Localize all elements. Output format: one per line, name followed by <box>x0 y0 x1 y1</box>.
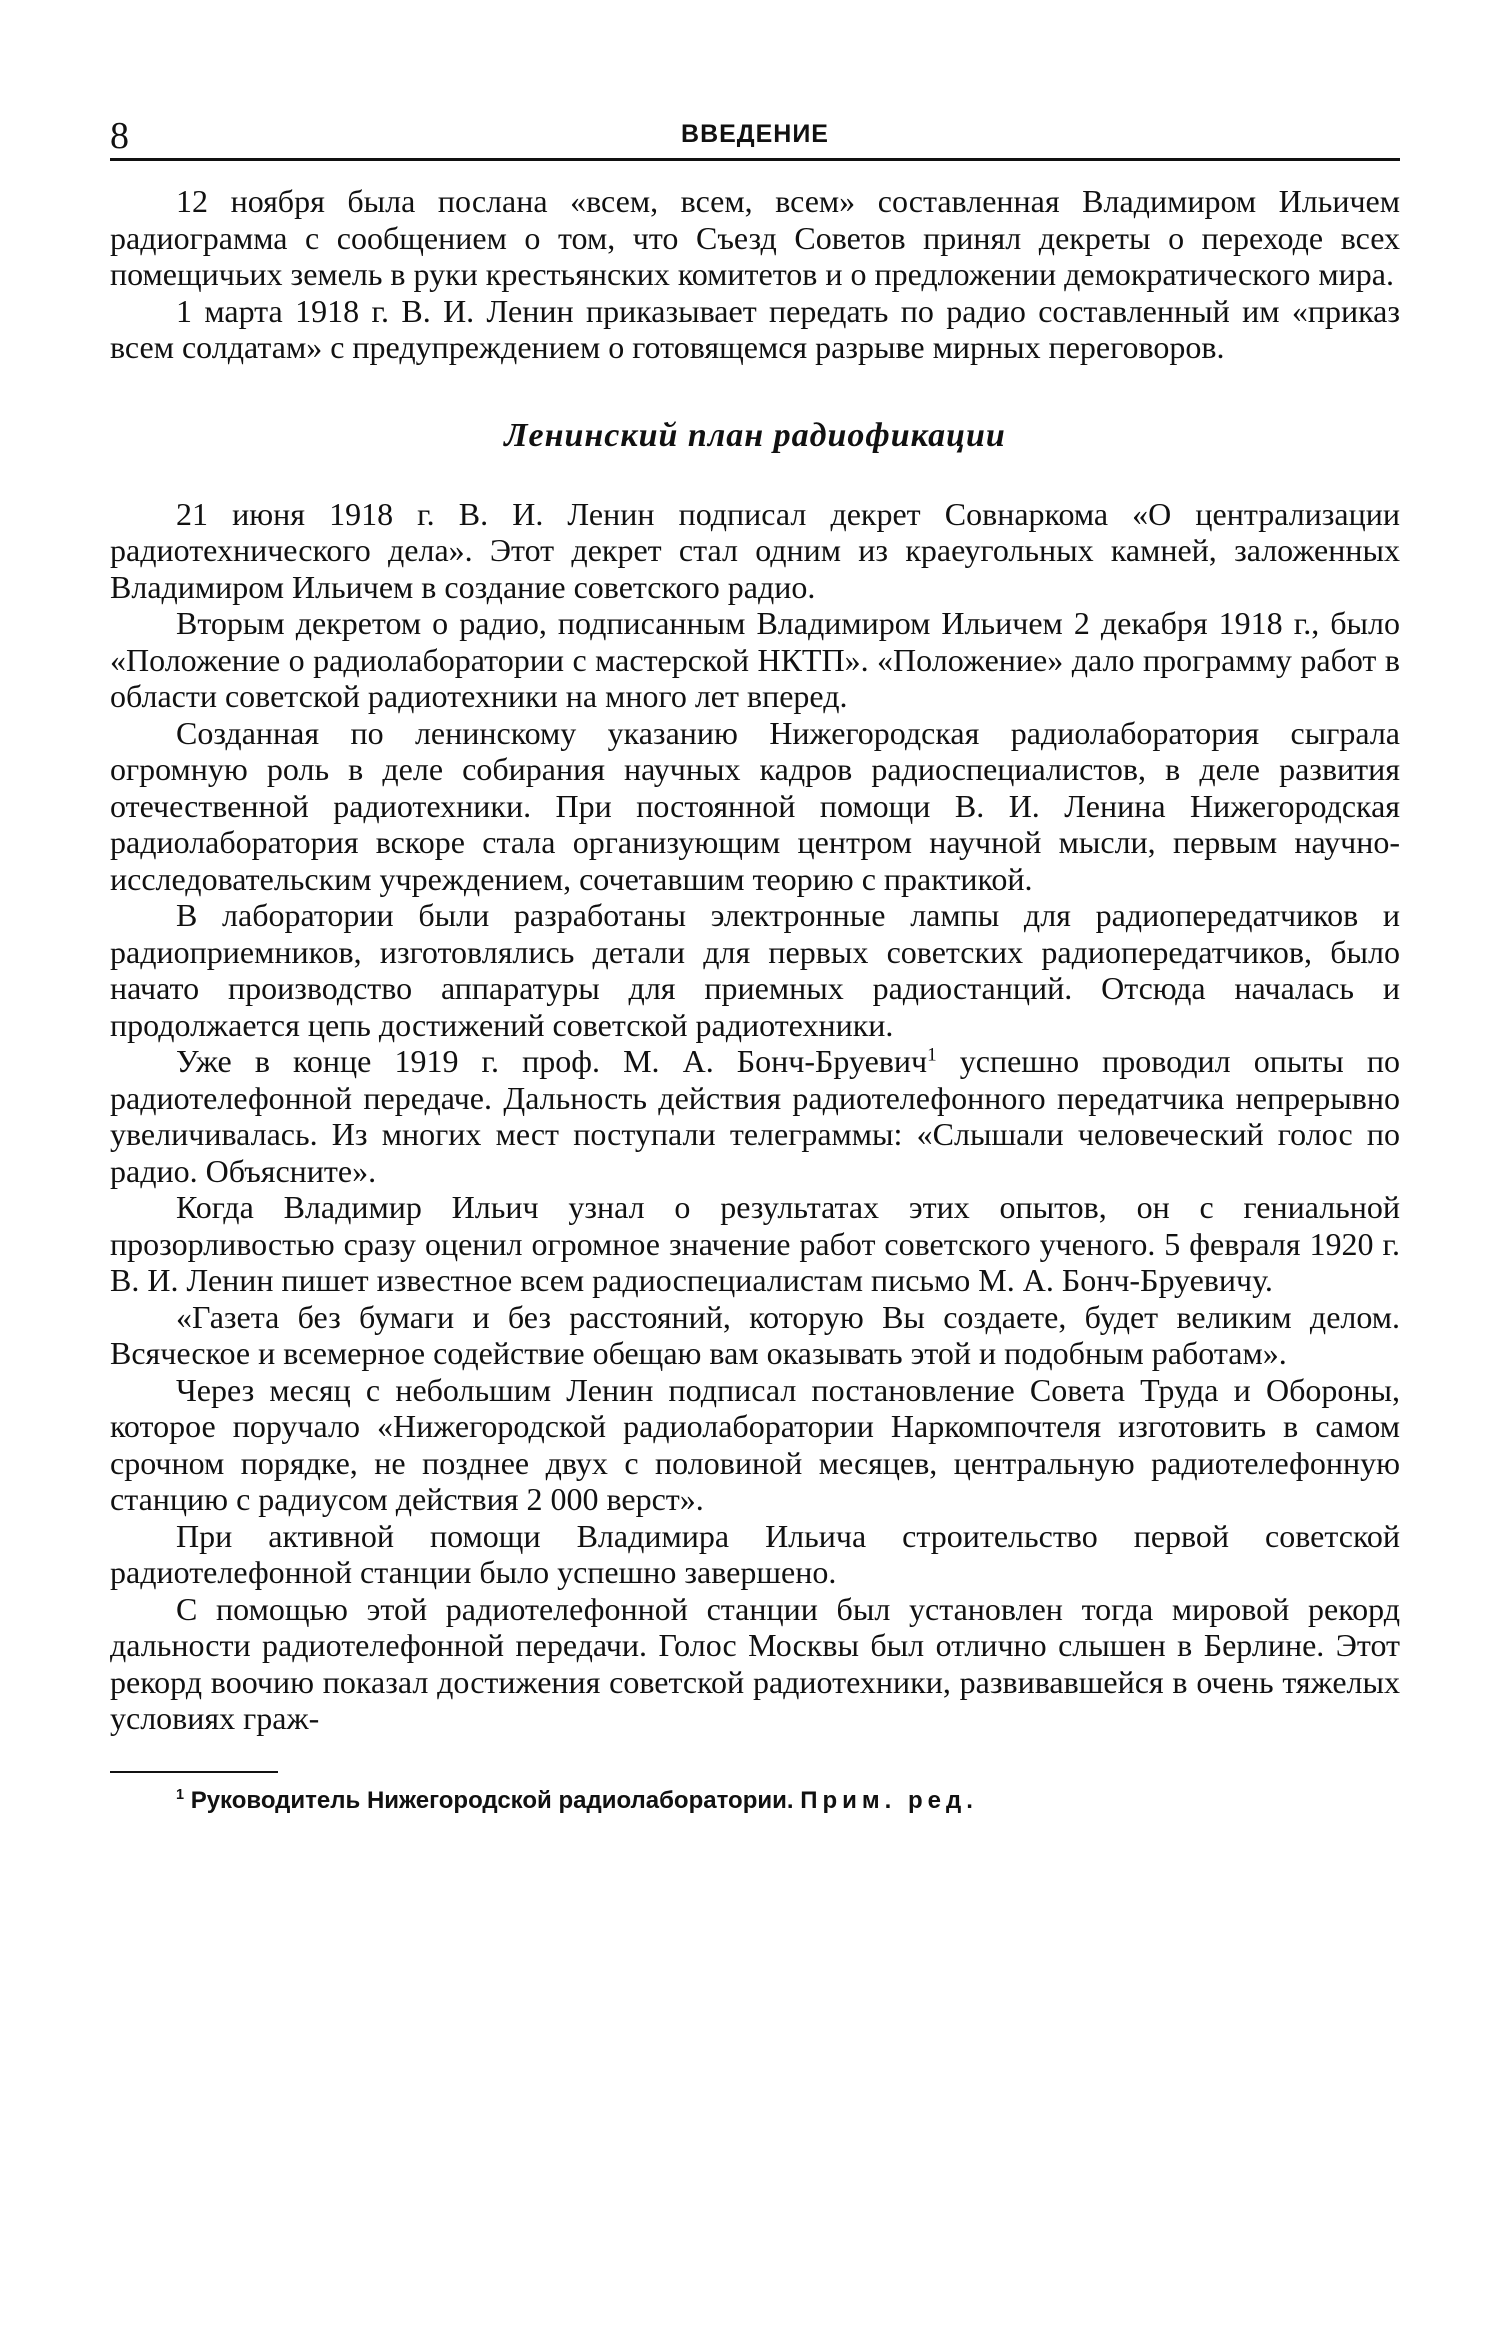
paragraph: Через месяц с небольшим Ленин подписал постановление Совета Труда и Обороны, которое поручало «Нижегородской радиолаборатории Наркомпочтеля изготовить в самом срочном порядке, не позднее двух с половиной месяцев, центральную радиотелефонную станцию с радиусом действия 2 000 верст». <box>110 1371 1400 1517</box>
paragraph-quote: «Газета без бумаги и без расстояний, которую Вы создаете, будет великим делом. Всяческое и всемерное содействие обещаю вам оказывать этой и подобным работам». <box>110 1298 1400 1371</box>
paragraph-text: успешно проводил опыты по радиотелефонной передаче. Дальность действия радиотелефонного передатчика непрерывно увеличивалась. Из многих мест поступали телеграммы: «Слышали человеческий голос по радио. Объясните». <box>110 1043 1400 1189</box>
paragraph: Вторым декретом о радио, подписанным Владимиром Ильичем 2 декабря 1918 г., было «Положение о радиолаборатории с мастерской НКТП». «Положение» дало программу работ в области советской радиотехники на много лет вперед. <box>110 605 1400 714</box>
footnote-divider <box>110 1771 278 1773</box>
paragraph: При активной помощи Владимира Ильича строительство первой советской радиотелефонной станции было успешно завершено. <box>110 1517 1400 1590</box>
footnote-reference[interactable]: 1 <box>927 1044 937 1066</box>
paragraph: В лаборатории были разработаны электронные лампы для радиопередатчиков и радиоприемников, изготовлялись детали для первых советских радиопередатчиков, было начато производство аппаратуры для приемных радиостанций. Отсюда началась и продолжается цепь достижений советской радиотехники. <box>110 897 1400 1043</box>
paragraph-with-footnote <box>110 1043 1400 1189</box>
paragraph: 12 ноября была послана «всем, всем, всем» составленная Владимиром Ильичем радиограмма с сообщением о том, что Съезд Советов принял декреты о переходе всех помещичьих земель в руки крестьянских комитетов и о предложении демократического мира. <box>110 183 1400 292</box>
running-title: ВВЕДЕНИЕ <box>681 120 829 148</box>
footnote-text: Руководитель Нижегородской радиолаборатории. <box>190 1786 794 1814</box>
paragraph: С помощью этой радиотелефонной станции был установлен тогда мировой рекорд дальности радиотелефонной передачи. Голос Москвы был отлично слышен в Берлине. Этот рекорд воочию показал достижения советской радиотехники, развивавшейся в очень тяжелых условиях граж- <box>110 1590 1400 1736</box>
paragraph: Созданная по ленинскому указанию Нижегородская радиолаборатория сыграла огромную роль в деле собирания научных кадров радиоспециалистов, в деле развития отечественной радиотехники. При постоянной помощи В. И. Ленина Нижегородская радиолаборатория вскоре стала организующим центром научной мысли, первым научно-исследовательским учреждением, сочетавшим теорию с практикой. <box>110 714 1400 897</box>
paragraph: 21 июня 1918 г. В. И. Ленин подписал декрет Совнаркома «О централизации радиотехнического дела». Этот декрет стал одним из краеугольных камней, заложенных Владимиром Ильичем в создание советского радио. <box>110 495 1400 605</box>
section-heading: Ленинский план радиофикации <box>504 416 1006 454</box>
editor-note: Прим. ред. <box>800 1786 978 1814</box>
paragraph: 1 марта 1918 г. В. И. Ленин приказывает передать по радио составленный им «приказ всем солдатам» с предупреждением о готовящемся разрыве мирных переговоров. <box>110 292 1400 365</box>
page-number: 8 <box>110 115 129 157</box>
body-text <box>110 183 1400 1737</box>
footnote <box>110 1785 1400 1817</box>
paragraph: Когда Владимир Ильич узнал о результатах этих опытов, он с гениальной прозорливостью сразу оценил огромное значение работ советского ученого. 5 февраля 1920 г. В. И. Ленин пишет известное всем радиоспециалистам письмо М. А. Бонч-Бруевичу. <box>110 1189 1400 1298</box>
book-page <box>110 112 1400 1817</box>
running-header <box>110 112 1400 161</box>
footnote-marker: 1 <box>176 1786 185 1803</box>
paragraph-text: Уже в конце 1919 г. проф. М. А. Бонч-Бруевич <box>176 1043 928 1079</box>
